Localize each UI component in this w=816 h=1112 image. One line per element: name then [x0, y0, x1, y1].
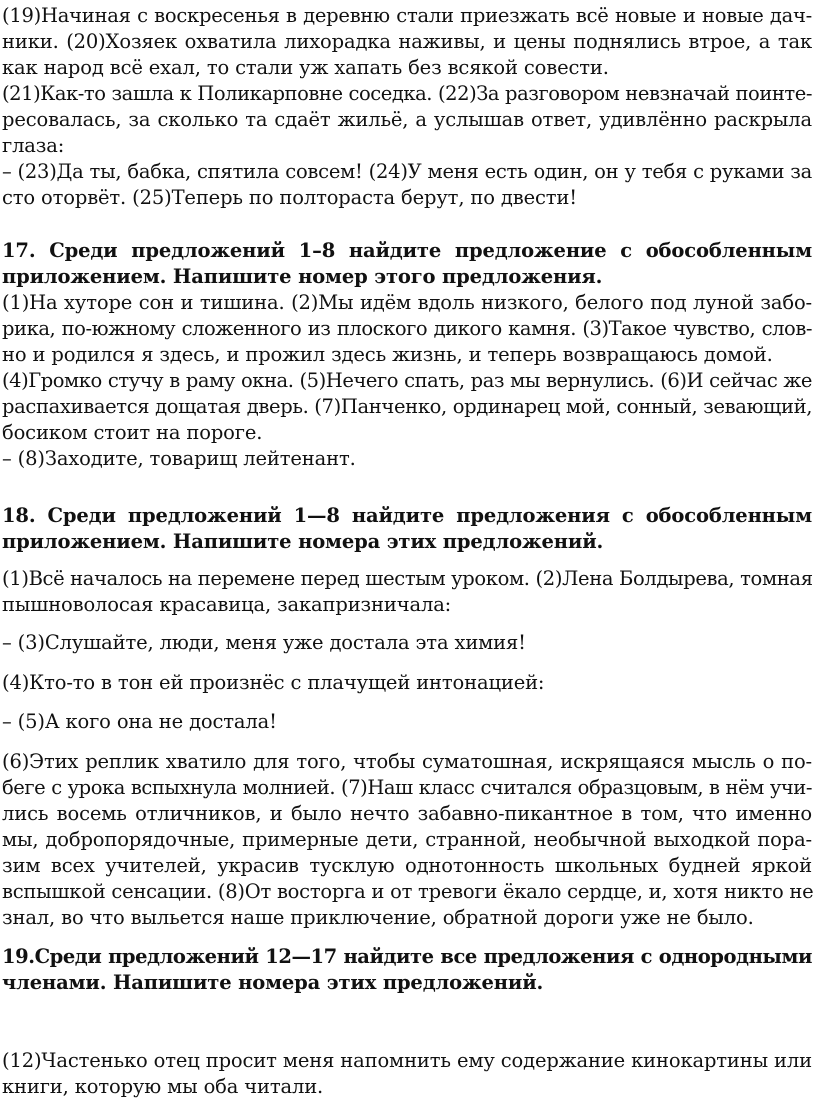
text-line: рика, по-южному сложенного из плоского дикого камня. (3)Такое чувство, слов- [2, 317, 812, 340]
text-line: – (23)Да ты, бабка, спятила совсем! (24)У меня есть один, он у тебя с руками за [2, 160, 812, 183]
text-line: (19)Начиная с воскресенья в деревню стали приезжать всё новые и новые дач- [2, 4, 812, 27]
text-line: как народ всё ехал, то стали уж хапать без всякой совести. [2, 56, 609, 79]
text-line: мы, добропорядочные, примерные дети, странной, необычной выходкой пора- [2, 828, 812, 851]
text-line: ресовалась, за сколько та сдаёт жильё, а услышав ответ, удивлённо раскрыла [2, 108, 812, 131]
text-line: пышноволосая красавица, закапризничала: [2, 593, 452, 616]
text-line: (6)Этих реплик хватило для того, чтобы суматошная, искрящаяся мысль о по- [2, 750, 812, 773]
text-line: (1)Всё началось на перемене перед шестым уроком. (2)Лена Болдырева, томная [2, 567, 813, 590]
text-line: (21)Как-то зашла к Поликарповне соседка. (22)За разговором невзначай поинте- [2, 82, 812, 105]
task-18-question: 18. Среди предложений 1—8 найдите предложения с обособленным [2, 504, 812, 527]
text-line: сто оторвёт. (25)Теперь по полтораста берут, по двести! [2, 186, 577, 209]
text-line: книги, которую мы оба читали. [2, 1075, 324, 1098]
task-17-question: 17. Среди предложений 1–8 найдите предложение с обособленным [2, 239, 812, 262]
text-line: распахивается дощатая дверь. (7)Панченко, ординарец мой, сонный, зевающий, [2, 395, 813, 418]
task-19-question: 19.Среди предложений 12—17 найдите все предложения с однородными [2, 945, 812, 968]
text-line: знал, во что выльется наше приключение, обратной дороги уже не было. [2, 906, 754, 929]
text-line: (1)На хуторе сон и тишина. (2)Мы идём вдоль низкого, белого под луной забо- [2, 291, 812, 314]
text-line: (12)Частенько отец просит меня напомнить ему содержание кинокартины или [2, 1049, 812, 1072]
text-line: глаза: [2, 134, 65, 157]
text-line: зим всех учителей, украсив тусклую однотонность школьных будней яркой [2, 854, 812, 877]
text-line: – (3)Слушайте, люди, меня уже достала эта химия! [2, 631, 526, 654]
text-line: – (5)А кого она не достала! [2, 710, 277, 733]
text-line: вспышкой сенсации. (8)От восторга и от тревоги ёкало сердце, и, хотя никто не [2, 880, 814, 903]
text-line: (4)Кто-то в тон ей произнёс с плачущей интонацией: [2, 671, 545, 694]
text-line: беге с урока вспыхнула молнией. (7)Наш класс считался образцовым, в нём учи- [2, 776, 812, 799]
text-line: босиком стоит на пороге. [2, 421, 263, 444]
text-line: (4)Громко стучу в раму окна. (5)Нечего спать, раз мы вернулись. (6)И сейчас же [2, 369, 812, 392]
task-19-question: членами. Напишите номера этих предложений. [2, 971, 544, 994]
task-18-question: приложением. Напишите номера этих предложений. [2, 530, 604, 553]
text-line: – (8)Заходите, товарищ лейтенант. [2, 447, 356, 470]
text-line: лись восемь отличников, и было нечто забавно-пикантное в том, что именно [2, 802, 812, 825]
task-17-question: приложением. Напишите номер этого предложения. [2, 265, 603, 288]
text-line: но и родился я здесь, и прожил здесь жизнь, и теперь возвращаюсь домой. [2, 343, 773, 366]
text-line: ники. (20)Хозяек охватила лихорадка наживы, и цены поднялись втрое, а так [2, 30, 812, 53]
